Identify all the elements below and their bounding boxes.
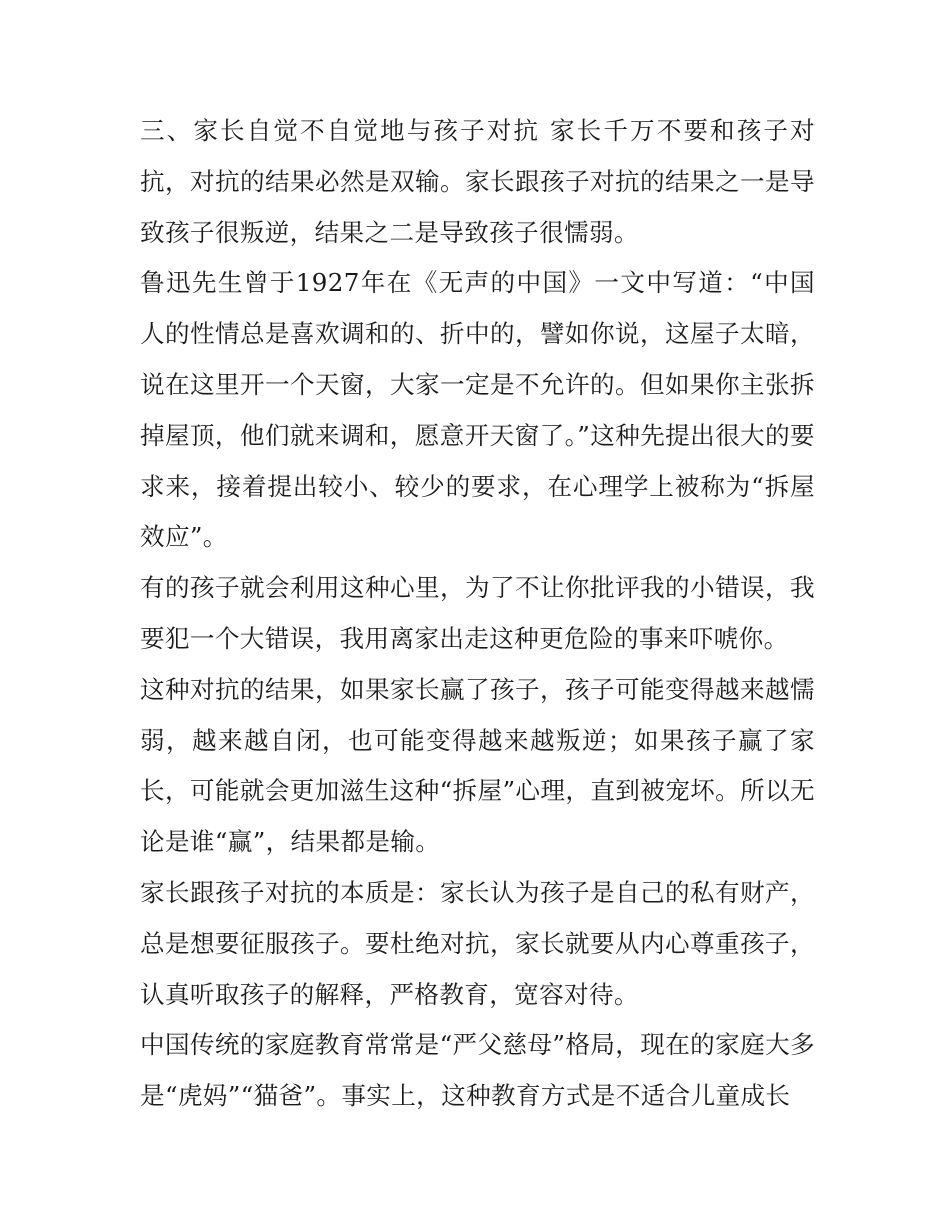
document-page	[140, 106, 815, 1122]
paragraph-child-psychology: 有的孩子就会利用这种心里，为了不让你批评我的小错误，我要犯一个大错误，我用离家出走这种更危险的事来吓唬你。	[140, 573, 815, 653]
paragraph-luxun-quote: 鲁迅先生曾于1927年在《无声的中国》一文中写道：“中国人的性情总是喜欢调和的、折中的，譬如你说，这屋子太暗，说在这里开一个天窗，大家一定是不允许的。但如果你主张拆掉屋顶，他们就来调和，愿意开天窗了。”这种先提出很大的要求来，接着提出较小、较少的要求，在心理学上被称为“拆屋效应”。	[140, 268, 815, 552]
paragraph-confrontation-result: 这种对抗的结果，如果家长赢了孩子，孩子可能变得越来越懦弱，越来越自闭，也可能变得越来越叛逆；如果孩子赢了家长，可能就会更加滋生这种“拆屋”心理，直到被宠坏。所以无论是谁“赢”，结果都是输。	[140, 674, 815, 857]
paragraph-heading-confrontation: 三、家长自觉不自觉地与孩子对抗 家长千万不要和孩子对抗，对抗的结果必然是双输。家长跟孩子对抗的结果之一是导致孩子很叛逆，结果之二是导致孩子很懦弱。	[140, 116, 815, 247]
paragraph-traditional-education: 中国传统的家庭教育常常是“严父慈母”格局，现在的家庭大多是“虎妈”“猫爸”。事实上，这种教育方式是不适合儿童成长	[140, 1030, 815, 1111]
paragraph-confrontation-essence: 家长跟孩子对抗的本质是：家长认为孩子是自己的私有财产，总是想要征服孩子。要杜绝对抗，家长就要从内心尊重孩子，认真听取孩子的解释，严格教育，宽容对待。	[140, 877, 815, 1009]
